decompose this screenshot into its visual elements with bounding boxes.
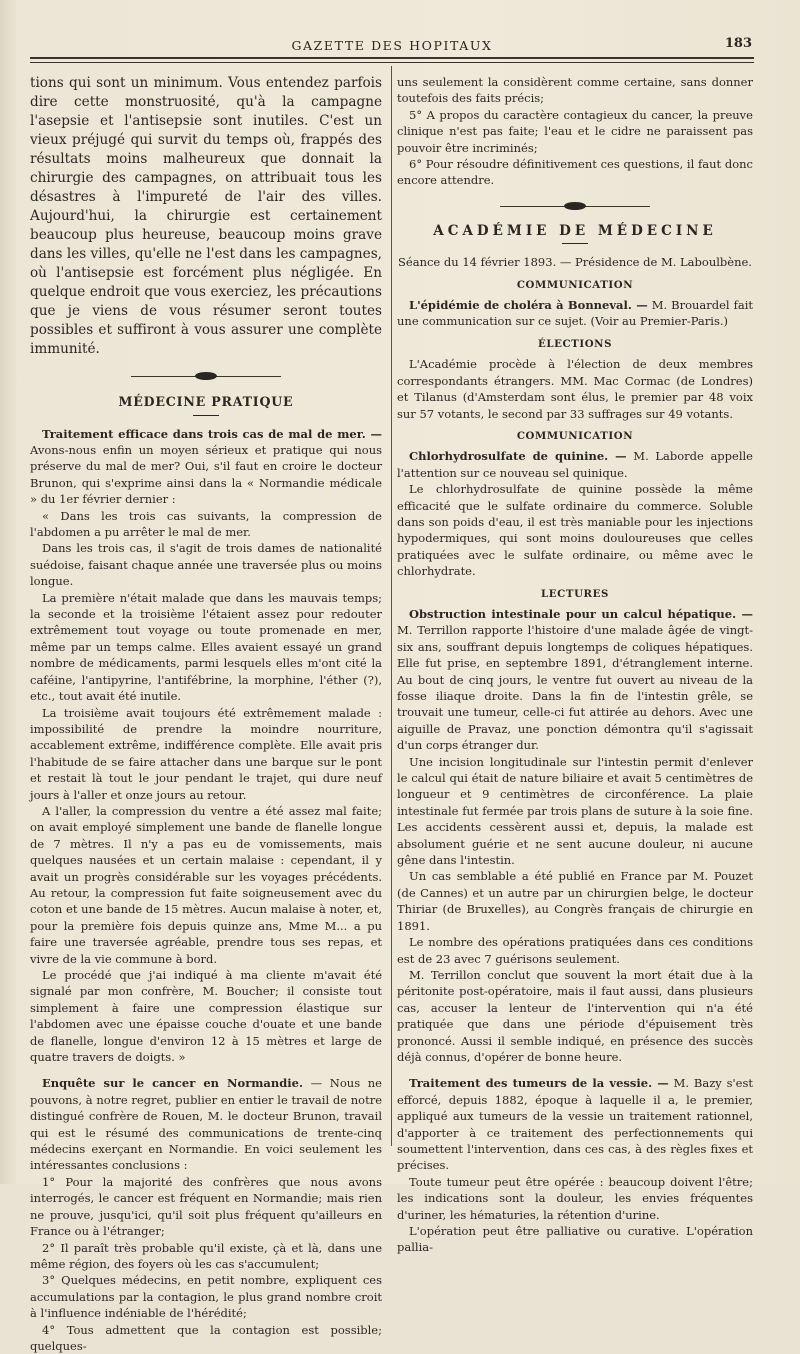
article-paragraph: Le procédé que j'ai indiqué à ma cliente m'avait été signalé par mon confrère, M. Boucher; il consiste tout simplement à faire une compression élastique sur l'abdomen avec une épaisse couche d'ouate et une bande de flanelle, longue d'environ 12 à 15 mètres et large de quatre travers de doigts. » — [30, 968, 382, 1065]
header-rule — [30, 57, 754, 59]
article-title: Obstruction intestinale pour un calcul hépatique. — — [409, 606, 753, 621]
title-underline — [193, 415, 219, 416]
right-column — [397, 74, 753, 1256]
subheading-communication: COMMUNICATION — [516, 278, 634, 291]
article-body: Enquête sur le cancer en Normandie. — Nous ne pouvons, à notre regret, publier en entier le travail de notre distingué confrère de Rouen, M. le docteur Brunon, travail qui est le résumé des communications de trente-cinq médecins exerçant en Normandie. En voici seulement les intéressantes conclusions : — [30, 1076, 382, 1173]
article-title: Traitement des tumeurs de la vessie. — — [409, 1076, 669, 1091]
subheading-elections: ÉLECTIONS — [537, 337, 613, 350]
article-title: Traitement efficace dans trois cas de mal de mer. — — [42, 426, 382, 441]
ornament-divider — [30, 371, 382, 381]
ornament-divider — [397, 201, 753, 211]
title-underline — [562, 243, 588, 244]
article-paragraph: Dans les trois cas, il s'agit de trois dames de nationalité suédoise, faisant chaque année une traversée plus ou moins longue. — [30, 541, 382, 589]
article-paragraph: A l'aller, la compression du ventre a été assez mal faite; on avait employé simplement une bande de flanelle longue de 7 mètres. Il n'y a pas eu de vomissements, mais quelques nausées et un certain malaise : cependant, il y avait un progrès considérable sur les voyages précédents. Au retour, la compression fut faite soigneusement avec du coton et une bande de 15 mètres. Aucun malaise à noter, et, pour la première fois depuis quinze ans, Mme M... a pu faire une traversée agréable, prendre tous ses repas, et vivre de la vie commune à bord. — [30, 803, 382, 966]
article-body: Chlorhydrosulfate de quinine. — M. Laborde appelle l'attention sur ce nouveau sel quinique. — [397, 449, 753, 480]
article-title: Chlorhydrosulfate de quinine. — — [409, 449, 627, 464]
left-column — [30, 74, 382, 1354]
session-line: Séance du 14 février 1893. — Présidence de M. Laboulbène. — [398, 255, 752, 270]
section-title-academie: ACADÉMIE DE MÉDECINE — [433, 222, 717, 239]
page-number: 183 — [724, 36, 752, 51]
article-paragraph: Le chlorhydrosulfate de quinine possède la même efficacité que le sulfate ordinaire du commerce. Soluble dans son poids d'eau, il est très maniable pour les injections hypodermiques, qui sont moins douloureuses que celles pratiquées avec le sulfate ordinaire, ou même avec le chlorhydrate. — [397, 482, 753, 579]
conclusion-item: 5° A propos du caractère contagieux du cancer, la preuve clinique n'est pas faite; l'eau et le cidre ne paraissent pas pouvoir être incriminés; — [397, 107, 753, 155]
subheading-lectures: LECTURES — [541, 587, 609, 600]
article-body: L'épidémie de choléra à Bonneval. — M. Brouardel fait une communication sur ce sujet. (Voir au Premier-Paris.) — [397, 298, 753, 329]
article-paragraph: L'opération peut être palliative ou curative. L'opération pallia- — [397, 1224, 753, 1255]
conclusion-item: 4° Tous admettent que la contagion est possible; quelques- — [30, 1322, 382, 1353]
article-paragraph: La troisième avait toujours été extrêmement malade : impossibilité de prendre la moindre nourriture, accablement extrême, indifférence complète. Elle avait pris l'habitude de se faire attacher dans une barque sur le pont et restait là tout le jour pendant le trajet, qui dure neuf jours à l'aller et onze jours au retour. — [30, 705, 382, 802]
article-body: Traitement des tumeurs de la vessie. — M. Bazy s'est efforcé, depuis 1882, époque à laquelle il a, le premier, appliqué aux tumeurs de la vessie un traitement rationnel, d'apporter à ce traitement des perfectionnements qui soumettent l'intervention, dans ces cas, à des règles fixes et précises. — [397, 1076, 754, 1173]
article-title: L'épidémie de choléra à Bonneval. — — [409, 298, 648, 313]
article-paragraph: Un cas semblable a été publié en France par M. Pouzet (de Cannes) et un autre par un chirurgien belge, le docteur Thiriar (de Bruxelles), au Congrès français de chirurgie en 1891. — [397, 869, 753, 933]
article-paragraph: Le nombre des opérations pratiquées dans ces conditions est de 23 avec 7 guérisons seulement. — [397, 935, 753, 966]
column-separator — [391, 66, 392, 1146]
conclusion-item: 1° Pour la majorité des confrères que nous avons interrogés, le cancer est fréquent en Normandie; mais rien ne prouve, jusqu'ici, qu'il soit plus fréquent qu'ailleurs en France ou à l'étranger; — [30, 1174, 382, 1239]
article-body: Traitement efficace dans trois cas de mal de mer. — Avons-nous enfin un moyen sérieux et pratique qui nous préserve du mal de mer? Oui, s'il faut en croire le docteur Brunon, qui s'exprime ainsi dans la « Normandie médicale » du 1er février dernier : — [30, 426, 382, 507]
article-paragraph: Toute tumeur peut être opérée : beaucoup doivent l'être; les indications sont la douleur, les envies fréquentes d'uriner, les hématuries, la rétention d'urine. — [397, 1174, 753, 1222]
article-mal-de-mer — [30, 426, 382, 1066]
continued-text: uns seulement la considèrent comme certaine, sans donner toutefois des faits précis; — [397, 75, 753, 106]
article-paragraph: M. Terrillon conclut que souvent la mort était due à la péritonite post-opératoire, mais il faut aussi, dans plusieurs cas, accuser la lenteur de l'intervention qui n'a été pratiquée que dans une période d'épuisement très prononcé. Aussi il semble indiqué, en présence des succès déjà connus, d'opérer de bonne heure. — [397, 967, 753, 1064]
intro-paragraph: tions qui sont un minimum. Vous entendez parfois dire cette monstruosité, qu'à la campagne l'asepsie et l'antisepsie sont inutiles. C'est un vieux préjugé qui survit du temps où, frappés des résultats moins malheureux que donnait la chirurgie des campagnes, on attribuait tous les désastres à l'impureté de l'air des villes. Aujourd'hui, la chirurgie est certainement beaucoup plus heureuse, beaucoup moins grave dans les villes, qu'elle ne l'est dans les campagnes, où l'antisepsie est forcément plus négligée. En quelque endroit que vous exerciez, les précautions que je viens de vous résumer seront toutes possibles et suffiront à vous assurer une complète immunité. — [30, 75, 383, 357]
section-title-medecine-pratique: MÉDECINE PRATIQUE — [118, 394, 294, 409]
article-title: Enquête sur le cancer en Normandie. — [42, 1076, 303, 1091]
article-paragraph: L'Académie procède à l'élection de deux membres correspondants étrangers. MM. Mac Cormac (de Londres) et Tilanus (d'Amsterdam sont élus, le premier par 48 voix sur 57 votants, le second par 33 suffrages sur 49 votants. — [397, 357, 753, 421]
article-paragraph: « Dans les trois cas suivants, la compression de l'abdomen a pu arrêter le mal de mer. — [30, 508, 382, 540]
article-paragraph: La première n'était malade que dans les mauvais temps; la seconde et la troisième l'étaient assez pour redouter extrêmement tout voyage ou toute promenade en mer, même par un temps calme. Elles avaient essayé un grand nombre de médicaments, parmi lesquels elles m'ont cité la caféine, l'antipyrine, l'antifébrine, la morphine, l'éther (?), etc., tout avait été inutile. — [30, 590, 382, 704]
conclusion-item: 2° Il paraît très probable qu'il existe, çà et là, dans une même région, des foyers où les cas s'accumulent; — [30, 1240, 382, 1271]
article-body: Obstruction intestinale pour un calcul hépatique. — M. Terrillon rapporte l'histoire d'une malade âgée de vingt-six ans, souffrant depuis longtemps de coliques hépatiques. Elle fut prise, en septembre 1891, d'étranglement interne. Au bout de cinq jours, le ventre fut ouvert au niveau de la fosse iliaque droite. Dans la fin de l'intestin grêle, se trouvait une tumeur, celle-ci fut attirée au dehors. Avec une aiguille de Pravaz, une ponction démontra qu'il s'agissait d'un corps étranger dur. — [397, 606, 753, 753]
article-paragraph: Une incision longitudinale sur l'intestin permit d'enlever le calcul qui était de nature biliaire et avait 5 centimètres de longueur et 9 centimètres de circonférence. La plaie intestinale fut fermée par trois plans de suture à la soie fine. Les accidents cessèrent aussi et, depuis, la malade est absolument guérie et ne sent aucune douleur, ni aucune gêne dans l'intestin. — [397, 754, 753, 868]
header-rule-thin — [30, 62, 754, 63]
page-header — [30, 36, 754, 56]
journal-title: GAZETTE DES HOPITAUX — [291, 38, 493, 53]
article-cancer — [30, 1075, 382, 1354]
subheading-communication: COMMUNICATION — [516, 429, 634, 442]
conclusion-item: 3° Quelques médecins, en petit nombre, expliquent ces accumulations par la contagion, le plus grand nombre croit à l'influence indéniable de l'hérédité; — [30, 1273, 382, 1321]
conclusion-item: 6° Pour résoudre définitivement ces questions, il faut donc encore attendre. — [397, 157, 753, 188]
